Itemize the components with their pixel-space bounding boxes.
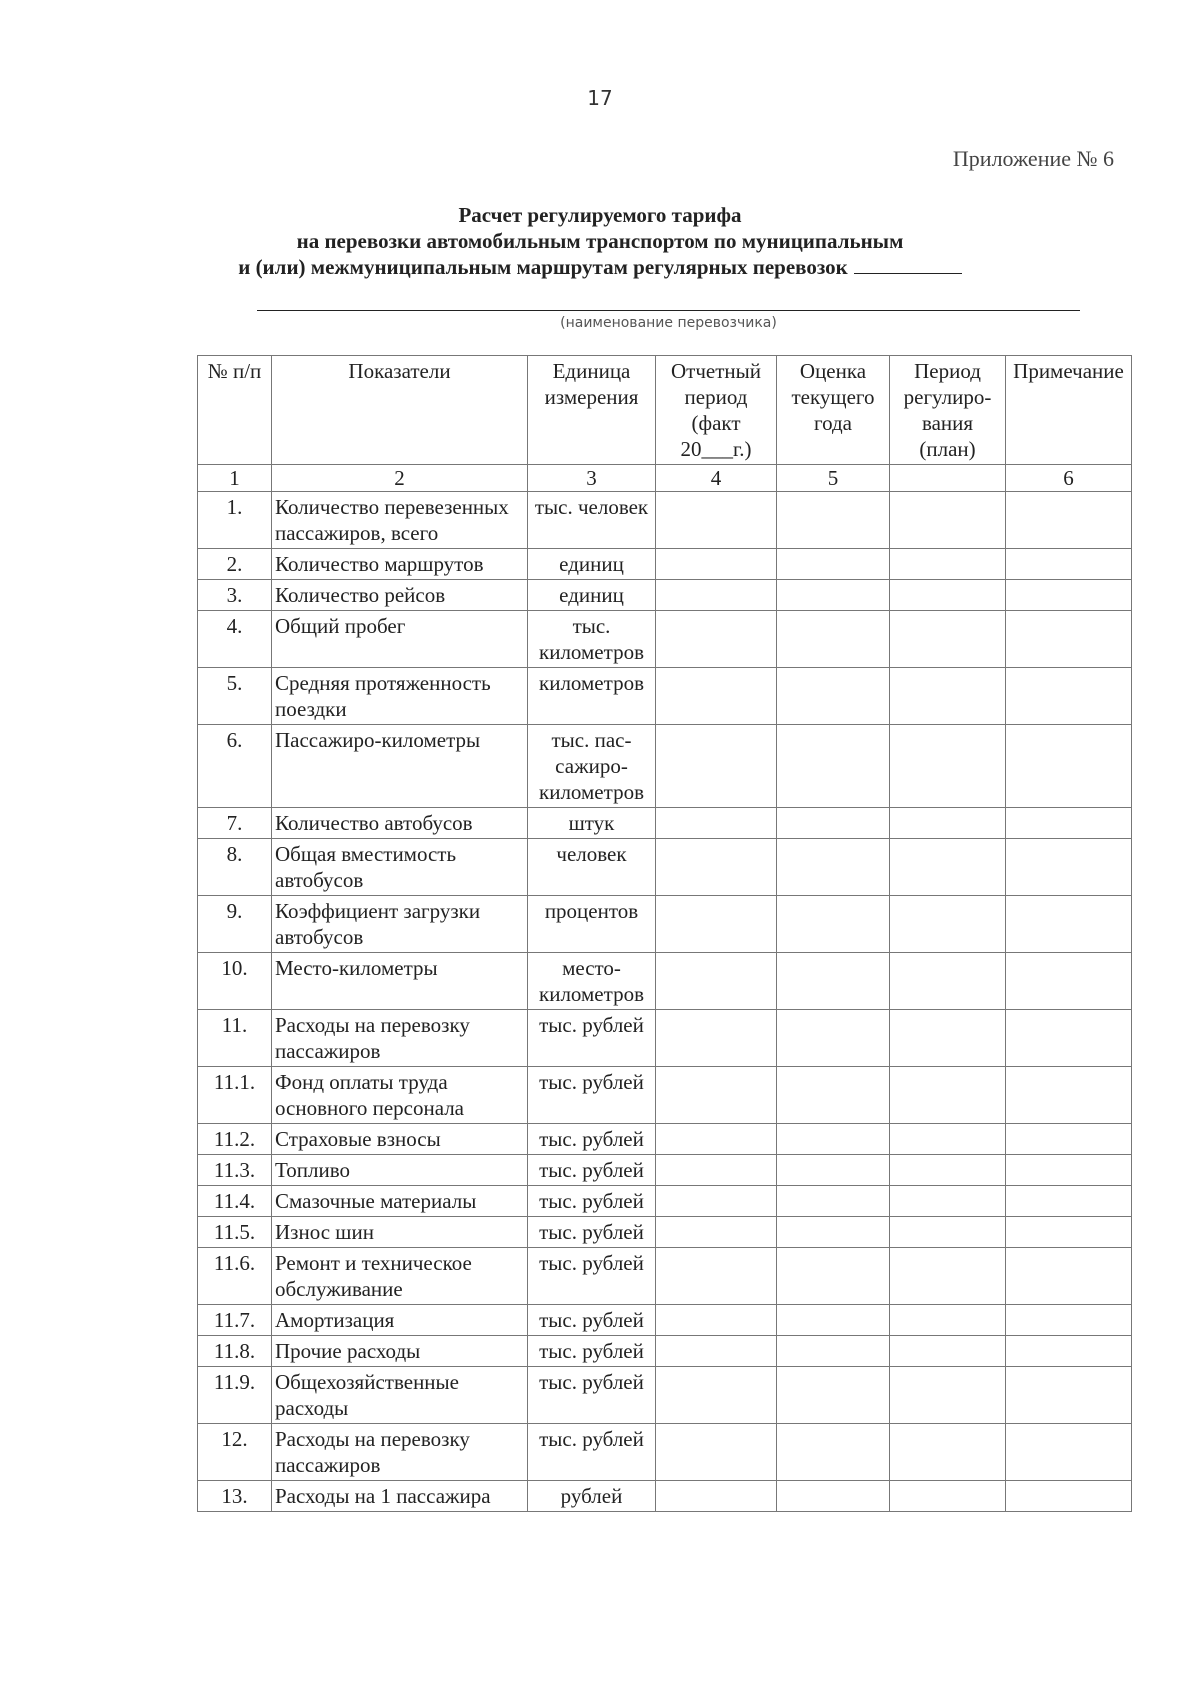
row-plan-value [890,839,1006,896]
row-plan-value [890,1186,1006,1217]
row-note [1006,1248,1132,1305]
row-number: 5. [198,668,272,725]
row-plan-value [890,808,1006,839]
row-unit: штук [528,808,656,839]
row-number: 11.1. [198,1067,272,1124]
table-row [198,1124,1132,1155]
row-note [1006,896,1132,953]
row-estimate-value [777,580,890,611]
row-estimate-value [777,1367,890,1424]
row-estimate-value [777,1481,890,1512]
row-number: 11.3. [198,1155,272,1186]
row-unit: рублей [528,1481,656,1512]
row-indicator: Прочие расходы [272,1336,528,1367]
column-number: 1 [198,465,272,492]
table-row [198,1305,1132,1336]
row-unit: тыс. рублей [528,1336,656,1367]
row-plan-value [890,1305,1006,1336]
row-indicator: Место-километры [272,953,528,1010]
row-reported-value [656,1305,777,1336]
row-number: 1. [198,492,272,549]
row-plan-value [890,1367,1006,1424]
row-estimate-value [777,1424,890,1481]
table-row [198,668,1132,725]
table-row [198,1336,1132,1367]
row-number: 10. [198,953,272,1010]
row-plan-value [890,1010,1006,1067]
row-plan-value [890,668,1006,725]
row-estimate-value [777,611,890,668]
row-indicator: Фонд оплаты труда основного персонала [272,1067,528,1124]
header-reported-period: Отчетный период (факт 20___г.) [656,356,777,465]
route-blank-line [854,272,962,274]
row-note [1006,1155,1132,1186]
row-indicator: Амортизация [272,1305,528,1336]
row-estimate-value [777,492,890,549]
header-current-year-estimate: Оценка текущего года [777,356,890,465]
row-plan-value [890,1155,1006,1186]
table-row [198,492,1132,549]
row-note [1006,808,1132,839]
row-unit: тыс. рублей [528,1367,656,1424]
table-row [198,839,1132,896]
row-number: 11.5. [198,1217,272,1248]
row-indicator: Смазочные материалы [272,1186,528,1217]
row-note [1006,839,1132,896]
table-row [198,1424,1132,1481]
row-plan-value [890,611,1006,668]
row-unit: тыс. рублей [528,1010,656,1067]
title-line-2: на перевозки автомобильным транспортом по муниципальным [296,229,904,253]
row-reported-value [656,1186,777,1217]
row-plan-value [890,725,1006,808]
row-number: 7. [198,808,272,839]
row-plan-value [890,1217,1006,1248]
row-number: 4. [198,611,272,668]
row-unit: тыс. рублей [528,1248,656,1305]
row-reported-value [656,1336,777,1367]
row-unit: тыс. километров [528,611,656,668]
row-reported-value [656,1155,777,1186]
row-unit: единиц [528,549,656,580]
row-unit: тыс. рублей [528,1424,656,1481]
row-indicator: Количество маршрутов [272,549,528,580]
row-reported-value [656,808,777,839]
header-note: Примечание [1006,356,1132,465]
row-plan-value [890,549,1006,580]
row-number: 3. [198,580,272,611]
row-indicator: Расходы на 1 пассажира [272,1481,528,1512]
row-unit: тыс. пас-сажиро-километров [528,725,656,808]
row-note [1006,1124,1132,1155]
row-estimate-value [777,1248,890,1305]
row-number: 12. [198,1424,272,1481]
row-plan-value [890,953,1006,1010]
row-estimate-value [777,1186,890,1217]
row-note [1006,1305,1132,1336]
row-estimate-value [777,839,890,896]
row-reported-value [656,896,777,953]
row-reported-value [656,492,777,549]
row-plan-value [890,1067,1006,1124]
table-row [198,1481,1132,1512]
row-note [1006,953,1132,1010]
row-indicator: Пассажиро-километры [272,725,528,808]
row-indicator: Общая вместимость автобусов [272,839,528,896]
row-note [1006,1481,1132,1512]
row-unit: тыс. рублей [528,1305,656,1336]
row-unit: тыс. рублей [528,1124,656,1155]
row-note [1006,1067,1132,1124]
row-indicator: Количество автобусов [272,808,528,839]
document-title [0,202,1200,280]
row-estimate-value [777,1010,890,1067]
row-indicator: Общий пробег [272,611,528,668]
row-unit: человек [528,839,656,896]
row-note [1006,1186,1132,1217]
row-indicator: Общехозяйственные расходы [272,1367,528,1424]
row-estimate-value [777,549,890,580]
row-estimate-value [777,1305,890,1336]
row-reported-value [656,1424,777,1481]
row-note [1006,549,1132,580]
row-number: 11.2. [198,1124,272,1155]
row-plan-value [890,1248,1006,1305]
row-reported-value [656,1067,777,1124]
row-reported-value [656,1481,777,1512]
carrier-caption: (наименование перевозчика) [560,315,777,331]
row-unit: процентов [528,896,656,953]
row-note [1006,492,1132,549]
row-indicator: Топливо [272,1155,528,1186]
carrier-name-line [257,310,1080,311]
header-num: № п/п [198,356,272,465]
row-plan-value [890,1124,1006,1155]
header-unit: Единица измерения [528,356,656,465]
tariff-table [197,355,1132,1512]
table-row [198,1010,1132,1067]
title-line-1: Расчет регулируемого тарифа [458,203,742,227]
column-number: 4 [656,465,777,492]
row-estimate-value [777,1124,890,1155]
row-plan-value [890,1424,1006,1481]
row-reported-value [656,549,777,580]
row-note [1006,1010,1132,1067]
row-reported-value [656,1367,777,1424]
row-note [1006,1367,1132,1424]
row-indicator: Количество перевезенных пассажиров, всего [272,492,528,549]
row-note [1006,725,1132,808]
table-row [198,725,1132,808]
row-estimate-value [777,1067,890,1124]
row-plan-value [890,492,1006,549]
row-unit: километров [528,668,656,725]
row-number: 11.9. [198,1367,272,1424]
row-number: 13. [198,1481,272,1512]
row-estimate-value [777,1217,890,1248]
table-row [198,549,1132,580]
header-indicator: Показатели [272,356,528,465]
row-number: 2. [198,549,272,580]
row-number: 11.7. [198,1305,272,1336]
row-indicator: Коэффициент загрузки автобусов [272,896,528,953]
row-note [1006,1424,1132,1481]
title-line-3 [0,254,1200,280]
row-reported-value [656,953,777,1010]
row-note [1006,611,1132,668]
row-reported-value [656,668,777,725]
row-number: 11.8. [198,1336,272,1367]
row-estimate-value [777,725,890,808]
row-unit: тыс. рублей [528,1155,656,1186]
row-plan-value [890,580,1006,611]
row-estimate-value [777,1336,890,1367]
row-indicator: Средняя протяженность поездки [272,668,528,725]
appendix-label: Приложение № 6 [952,146,1114,171]
row-reported-value [656,839,777,896]
row-estimate-value [777,896,890,953]
header-row [198,356,1132,465]
row-indicator: Износ шин [272,1217,528,1248]
table-row [198,1217,1132,1248]
column-number: 6 [1006,465,1132,492]
row-number: 11.4. [198,1186,272,1217]
row-note [1006,1336,1132,1367]
row-plan-value [890,1336,1006,1367]
row-indicator: Расходы на перевозку пассажиров [272,1424,528,1481]
row-indicator: Страховые взносы [272,1124,528,1155]
table-row [198,1155,1132,1186]
row-note [1006,580,1132,611]
table-row [198,1248,1132,1305]
row-reported-value [656,1010,777,1067]
row-number: 11. [198,1010,272,1067]
row-plan-value [890,896,1006,953]
column-number: 2 [272,465,528,492]
table-row [198,1367,1132,1424]
row-note [1006,668,1132,725]
table-row [198,1067,1132,1124]
title-line-3-text: и (или) межмуниципальным маршрутам регулярных перевозок [238,255,848,279]
row-unit: место-километров [528,953,656,1010]
row-reported-value [656,725,777,808]
row-unit: единиц [528,580,656,611]
table-row [198,896,1132,953]
row-indicator: Количество рейсов [272,580,528,611]
row-estimate-value [777,668,890,725]
row-indicator: Ремонт и техническое обслуживание [272,1248,528,1305]
row-reported-value [656,1248,777,1305]
row-indicator: Расходы на перевозку пассажиров [272,1010,528,1067]
row-reported-value [656,1217,777,1248]
row-reported-value [656,611,777,668]
header-regulation-period: Период регулиро-вания (план) [890,356,1006,465]
row-reported-value [656,580,777,611]
table-row [198,611,1132,668]
column-number: 5 [777,465,890,492]
row-plan-value [890,1481,1006,1512]
row-note [1006,1217,1132,1248]
row-estimate-value [777,1155,890,1186]
row-estimate-value [777,953,890,1010]
table-row [198,953,1132,1010]
row-unit: тыс. рублей [528,1186,656,1217]
row-number: 8. [198,839,272,896]
table-body [198,492,1132,1512]
column-number [890,465,1006,492]
row-number: 11.6. [198,1248,272,1305]
row-number: 6. [198,725,272,808]
row-unit: тыс. рублей [528,1067,656,1124]
row-reported-value [656,1124,777,1155]
table-row [198,580,1132,611]
row-unit: тыс. человек [528,492,656,549]
column-number: 3 [528,465,656,492]
row-number: 9. [198,896,272,953]
table-row [198,1186,1132,1217]
row-unit: тыс. рублей [528,1217,656,1248]
column-numbers-row [198,465,1132,492]
page-number: 17 [587,86,613,110]
row-estimate-value [777,808,890,839]
table-row [198,808,1132,839]
